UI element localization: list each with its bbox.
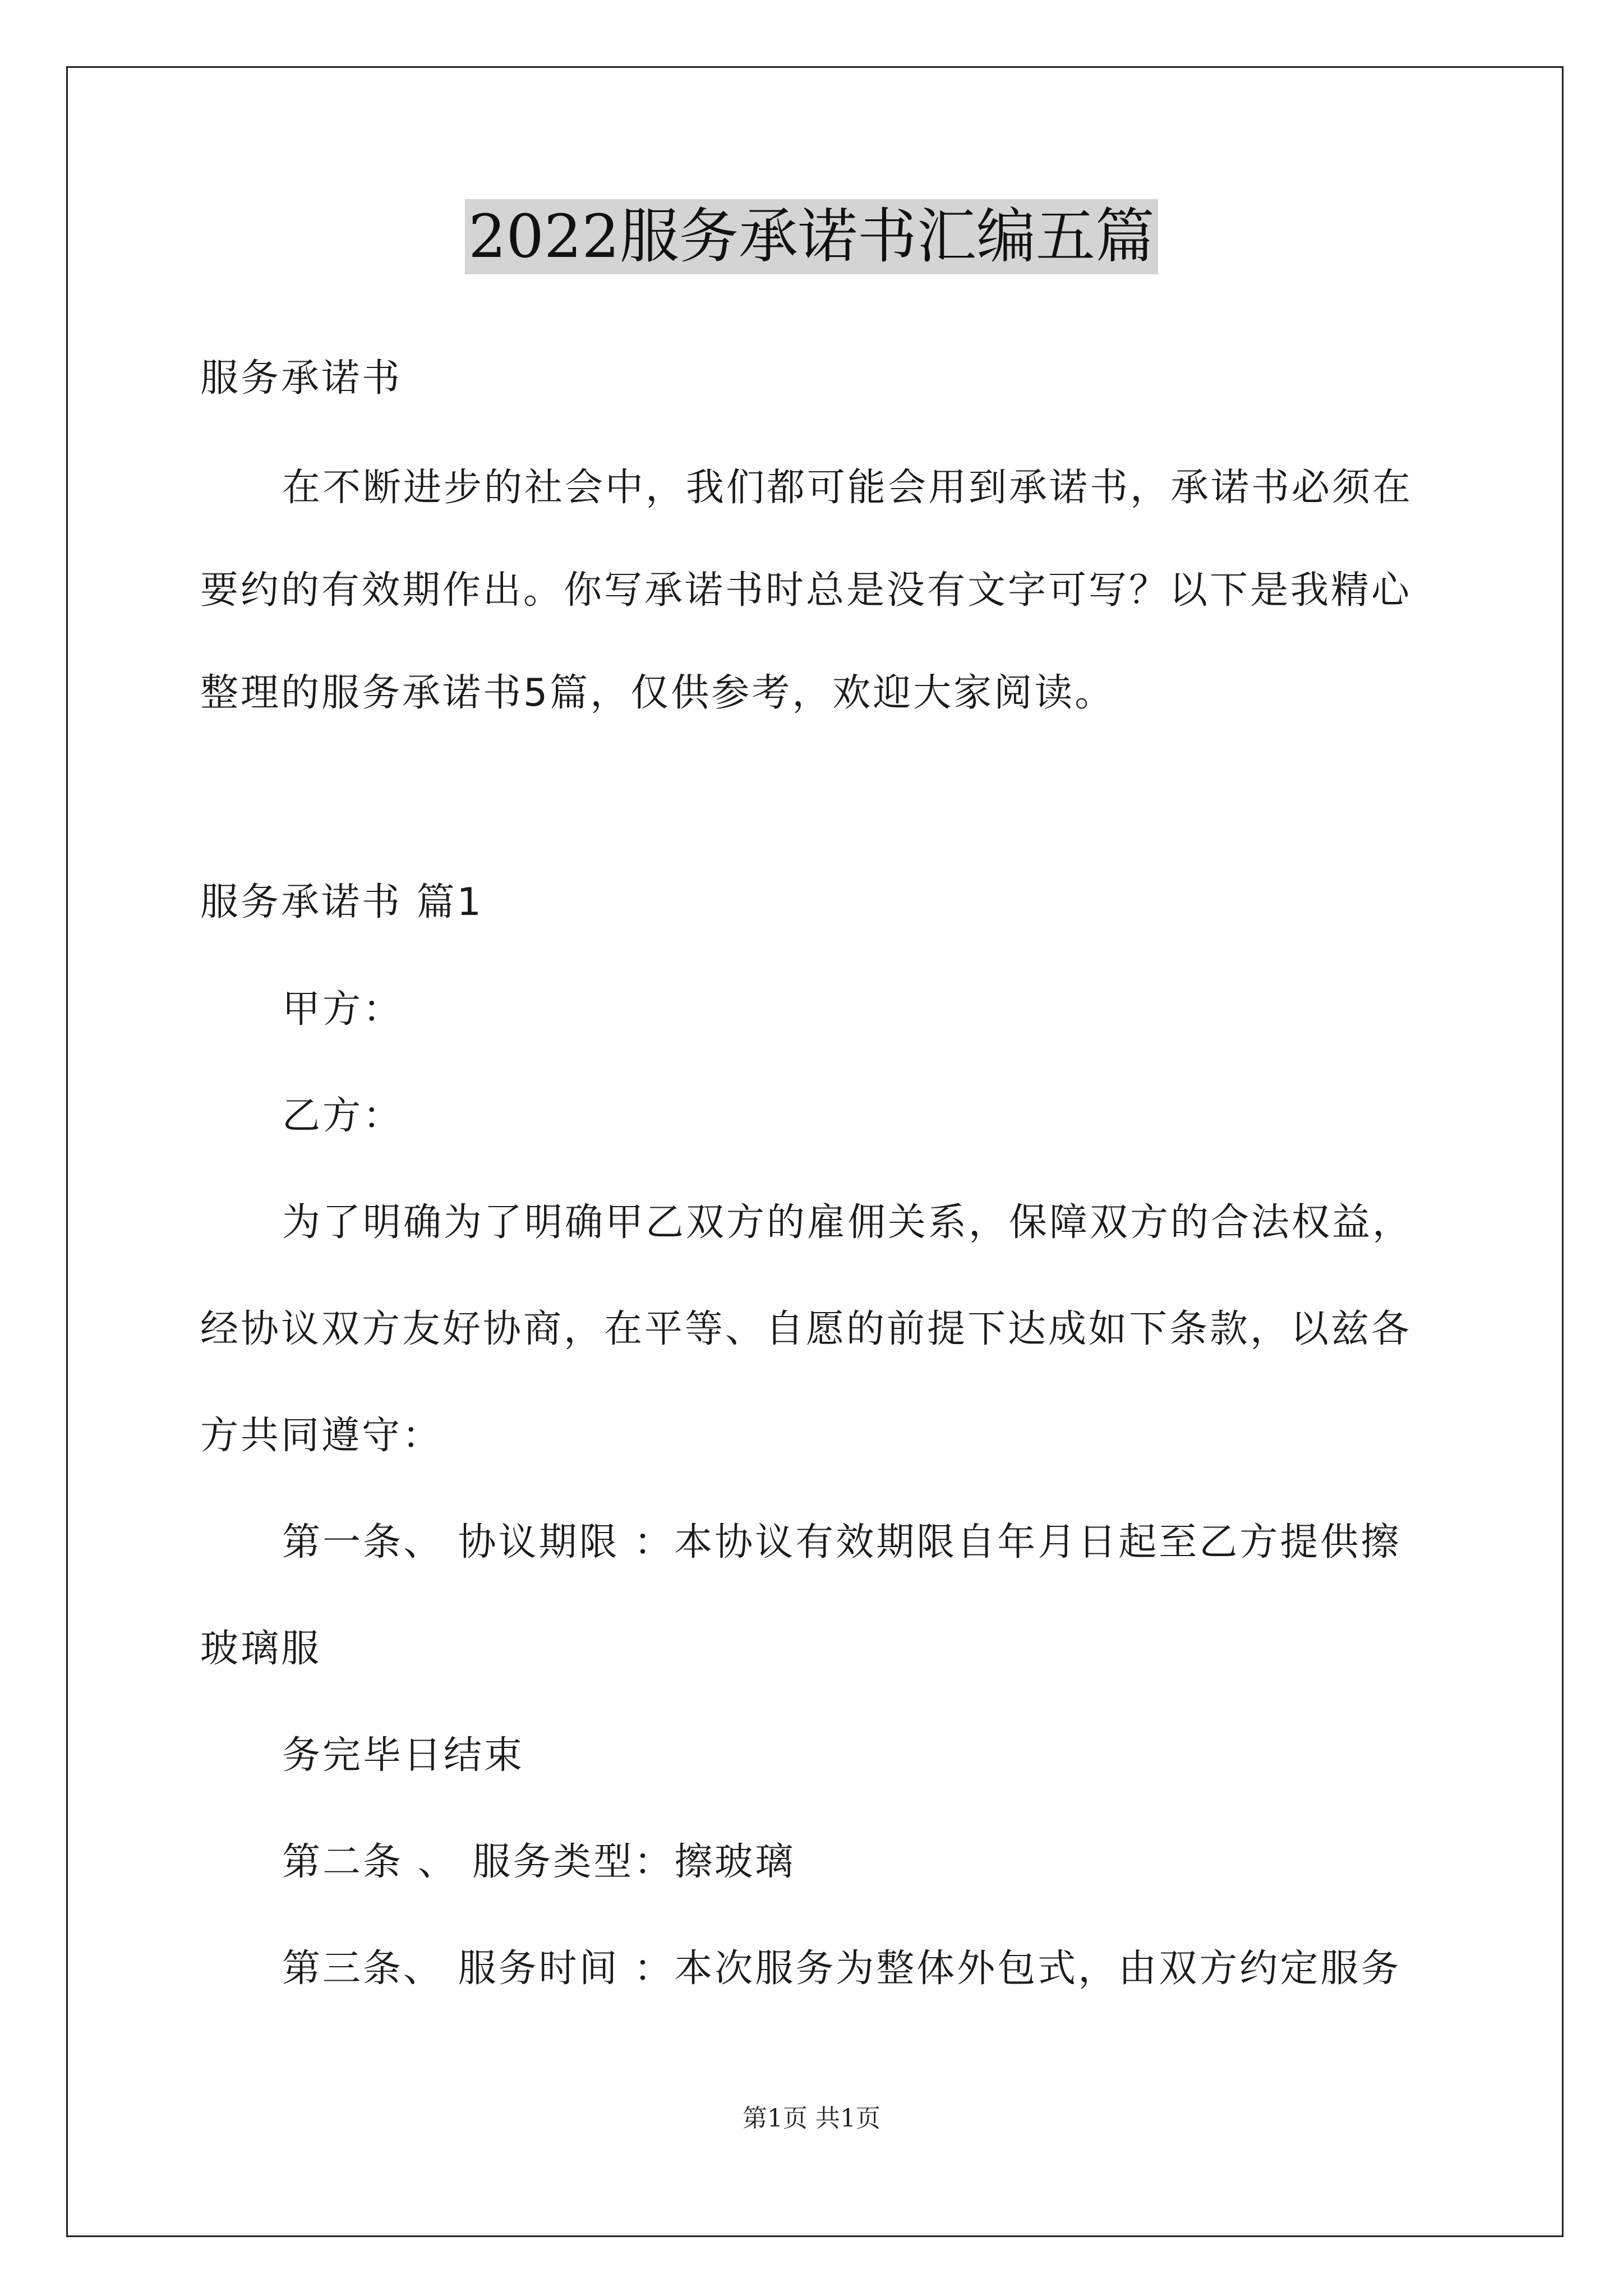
paragraph-line: 第一条、 协议期限 ：本协议有效期限自年月日起至乙方提供擦 [282, 1520, 1401, 1565]
paragraph-line: 甲方： [282, 987, 404, 1032]
title-container [0, 199, 1623, 274]
paragraph-line: 整理的服务承诺书5篇，仅供参考，欢迎大家阅读。 [200, 671, 1115, 715]
paragraph-line: 方共同遵守： [200, 1414, 443, 1458]
document-title: 2022服务承诺书汇编五篇 [465, 199, 1158, 274]
paragraph-line: 在不断进步的社会中，我们都可能会用到承诺书，承诺书必须在 [282, 466, 1413, 510]
paragraph-line: 第二条 、 服务类型：擦玻璃 [282, 1840, 796, 1884]
paragraph-line: 经协议双方友好协商，在平等、自愿的前提下达成如下条款，以兹各 [200, 1307, 1412, 1351]
section-heading: 服务承诺书 篇1 [200, 880, 483, 924]
paragraph-line: 务完毕日结束 [282, 1733, 525, 1778]
section-heading: 服务承诺书 [200, 356, 403, 401]
paragraph-line: 为了明确为了明确甲乙双方的雇佣关系，保障双方的合法权益， [282, 1200, 1413, 1245]
page-footer: 第1页 共1页 [743, 2104, 880, 2133]
paragraph-line: 玻璃服 [200, 1627, 322, 1671]
paragraph-line: 乙方： [282, 1094, 404, 1138]
paragraph-line: 第三条、 服务时间 ：本次服务为整体外包式，由双方约定服务 [282, 1947, 1401, 1991]
paragraph-line: 要约的有效期作出。你写承诺书时总是没有文字可写？以下是我精心 [200, 568, 1412, 613]
